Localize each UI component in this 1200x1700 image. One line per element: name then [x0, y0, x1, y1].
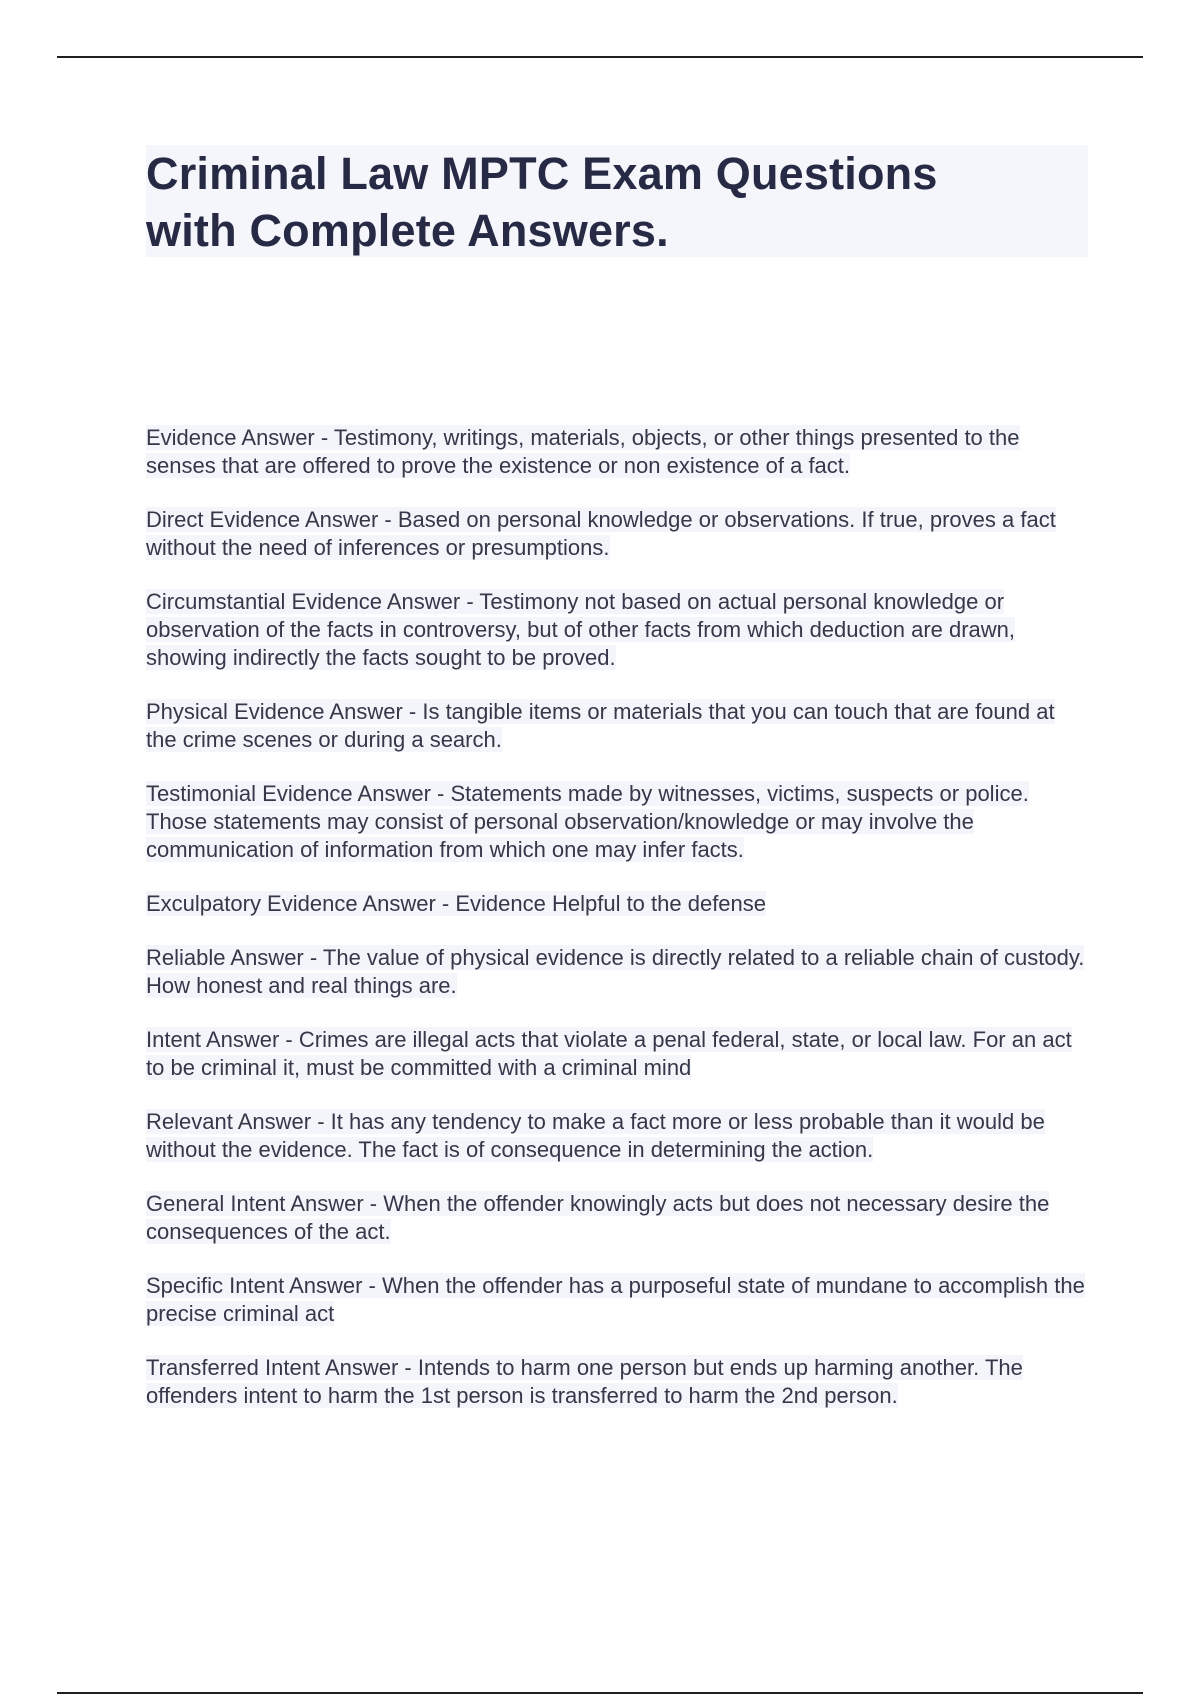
qa-list [146, 424, 1091, 1436]
qa-entry-text: Testimonial Evidence Answer - Statements made by witnesses, victims, suspects or police. Those statements may consist of personal observation/knowledge or may involve the communication of information from which one may infer facts. [146, 781, 1029, 862]
qa-entry-text: Transferred Intent Answer - Intends to harm one person but ends up harming another. The offenders intent to harm the 1st person is transferred to harm the 2nd person. [146, 1355, 1023, 1408]
qa-entry-text: Physical Evidence Answer - Is tangible items or materials that you can touch that are found at the crime scenes or during a search. [146, 699, 1055, 752]
top-divider [57, 56, 1143, 58]
qa-entry-text: Evidence Answer - Testimony, writings, materials, objects, or other things presented to the senses that are offered to prove the existence or non existence of a fact. [146, 425, 1020, 478]
qa-entry-general-intent [146, 1190, 1091, 1246]
qa-entry-specific-intent [146, 1272, 1091, 1328]
qa-entry-text: Direct Evidence Answer - Based on personal knowledge or observations. If true, proves a fact without the need of inferences or presumptions. [146, 507, 1056, 560]
qa-entry-physical-evidence [146, 698, 1091, 754]
qa-entry-circumstantial-evidence [146, 588, 1091, 672]
page-title-line-2: with Complete Answers. [146, 205, 669, 256]
qa-entry-testimonial-evidence [146, 780, 1091, 864]
qa-entry-text: Relevant Answer - It has any tendency to make a fact more or less probable than it would be without the evidence. The fact is of consequence in determining the action. [146, 1109, 1045, 1162]
qa-entry-transferred-intent [146, 1354, 1091, 1410]
page-title [146, 145, 1088, 259]
bottom-divider [57, 1692, 1143, 1694]
qa-entry-text: Intent Answer - Crimes are illegal acts that violate a penal federal, state, or local law. For an act to be criminal it, must be committed with a criminal mind [146, 1027, 1072, 1080]
qa-entry-direct-evidence [146, 506, 1091, 562]
title-block [146, 145, 1088, 257]
qa-entry-evidence [146, 424, 1091, 480]
qa-entry-text: Exculpatory Evidence Answer - Evidence Helpful to the defense [146, 891, 767, 916]
qa-entry-text: Specific Intent Answer - When the offender has a purposeful state of mundane to accomplish the precise criminal act [146, 1273, 1085, 1326]
qa-entry-text: General Intent Answer - When the offender knowingly acts but does not necessary desire the consequences of the act. [146, 1191, 1050, 1244]
qa-entry-exculpatory-evidence [146, 890, 1091, 918]
qa-entry-intent [146, 1026, 1091, 1082]
qa-entry-reliable [146, 944, 1091, 1000]
qa-entry-text: Reliable Answer - The value of physical evidence is directly related to a reliable chain of custody. How honest and real things are. [146, 945, 1085, 998]
page-title-line-1: Criminal Law MPTC Exam Questions [146, 148, 938, 199]
qa-entry-relevant [146, 1108, 1091, 1164]
qa-entry-text: Circumstantial Evidence Answer - Testimony not based on actual personal knowledge or observation of the facts in controversy, but of other facts from which deduction are drawn, showing indirectly the facts sought to be proved. [146, 589, 1016, 670]
